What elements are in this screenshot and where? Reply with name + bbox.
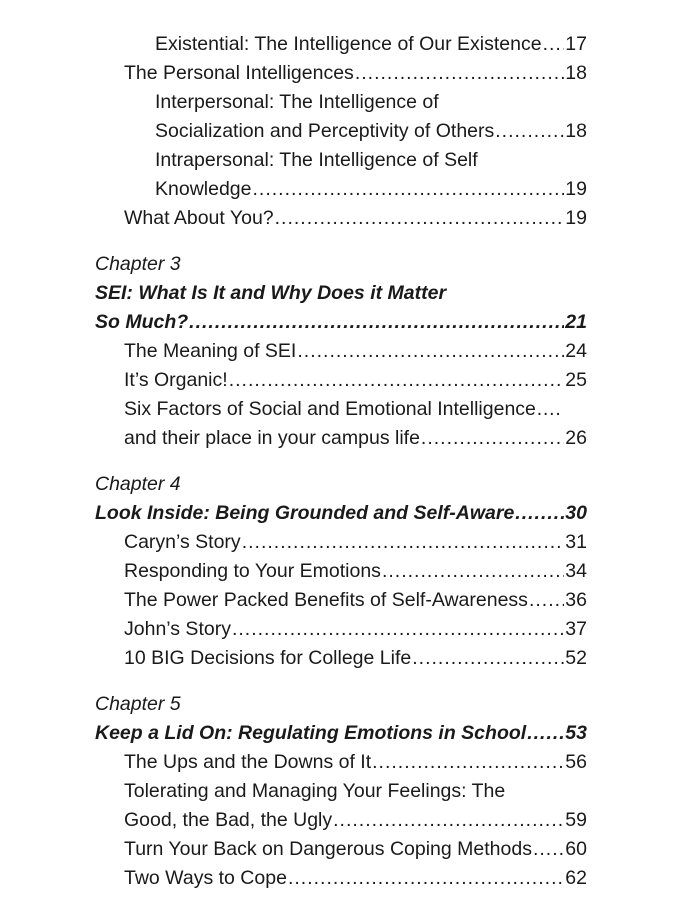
toc-entry-existential[interactable] bbox=[155, 32, 587, 56]
toc-entry-page: 34 bbox=[565, 560, 587, 582]
toc-entry-responding-to-emotions[interactable] bbox=[124, 559, 587, 583]
leader-dots bbox=[543, 32, 565, 56]
chapter-3-label: Chapter 3 bbox=[95, 253, 181, 275]
toc-entry-intrapersonal[interactable] bbox=[155, 177, 587, 201]
leader-dots bbox=[253, 177, 565, 201]
leader-dots bbox=[297, 339, 564, 363]
chapter-5-label: Chapter 5 bbox=[95, 693, 181, 715]
leader-dots bbox=[229, 368, 565, 392]
toc-entry-interpersonal-line1[interactable]: Interpersonal: The Intelligence of bbox=[155, 91, 439, 113]
chapter-4-title[interactable] bbox=[95, 501, 587, 525]
toc-entry-title: Responding to Your Emotions bbox=[124, 560, 381, 582]
toc-entry-page: 25 bbox=[565, 369, 587, 391]
toc-entry-title: Good, the Bad, the Ugly bbox=[124, 809, 333, 831]
toc-entry-page: 31 bbox=[565, 531, 587, 553]
toc-entry-page: 37 bbox=[565, 618, 587, 640]
toc-entry-page: 52 bbox=[565, 647, 587, 669]
chapter-3-title-line1[interactable]: SEI: What Is It and Why Does it Matter bbox=[95, 282, 447, 304]
leader-dots bbox=[232, 617, 564, 641]
toc-entry-title: The Meaning of SEI bbox=[124, 340, 297, 362]
leader-dots bbox=[382, 559, 564, 583]
toc-entry-tolerating-line1[interactable]: Tolerating and Managing Your Feelings: The bbox=[124, 780, 506, 802]
toc-entry-title: and their place in your campus life bbox=[124, 427, 420, 449]
toc-entry-six-factors[interactable] bbox=[124, 426, 587, 450]
toc-entry-page: 19 bbox=[565, 178, 587, 200]
toc-entry-interpersonal[interactable] bbox=[155, 119, 587, 143]
leader-dots bbox=[189, 310, 564, 334]
toc-entry-its-organic[interactable] bbox=[124, 368, 587, 392]
toc-entry-johns-story[interactable] bbox=[124, 617, 587, 641]
toc-entry-page: 18 bbox=[565, 62, 587, 84]
leader-dots bbox=[412, 646, 564, 670]
toc-entry-title: So Much? bbox=[95, 311, 189, 333]
toc-entry-page: 18 bbox=[565, 120, 587, 142]
leader-dots bbox=[527, 721, 564, 745]
toc-entry-page: 53 bbox=[565, 722, 587, 744]
toc-entry-title: 10 BIG Decisions for College Life bbox=[124, 647, 412, 669]
toc-entry-page: 36 bbox=[565, 589, 587, 611]
toc-entry-power-packed-benefits[interactable] bbox=[124, 588, 587, 612]
toc-entry-intrapersonal-line1[interactable]: Intrapersonal: The Intelligence of Self bbox=[155, 149, 478, 171]
toc-entry-title: Turn Your Back on Dangerous Coping Methods bbox=[124, 838, 532, 860]
chapter-5-title[interactable] bbox=[95, 721, 587, 745]
toc-entry-six-factors-line1[interactable]: Six Factors of Social and Emotional Intelligence…. bbox=[124, 398, 561, 420]
toc-entry-page: 19 bbox=[565, 207, 587, 229]
toc-entry-two-ways-to-cope[interactable] bbox=[124, 866, 587, 890]
toc-entry-title: John’s Story bbox=[124, 618, 231, 640]
toc-entry-big-decisions[interactable] bbox=[124, 646, 587, 670]
toc-entry-what-about-you[interactable] bbox=[124, 206, 587, 230]
toc-entry-meaning-of-sei[interactable] bbox=[124, 339, 587, 363]
toc-entry-ups-and-downs[interactable] bbox=[124, 750, 587, 774]
leader-dots bbox=[355, 61, 564, 85]
toc-entry-title: Knowledge bbox=[155, 178, 252, 200]
toc-entry-title: Look Inside: Being Grounded and Self-Aware bbox=[95, 502, 515, 524]
toc-entry-page: 17 bbox=[565, 33, 587, 55]
toc-entry-dangerous-coping[interactable] bbox=[124, 837, 587, 861]
toc-entry-title: Caryn’s Story bbox=[124, 531, 241, 553]
toc-entry-title: The Power Packed Benefits of Self-Awareness bbox=[124, 589, 528, 611]
leader-dots bbox=[333, 808, 564, 832]
leader-dots bbox=[275, 206, 565, 230]
leader-dots bbox=[515, 501, 564, 525]
toc-entry-page: 56 bbox=[565, 751, 587, 773]
toc-entry-title: The Personal Intelligences bbox=[124, 62, 354, 84]
leader-dots bbox=[533, 837, 564, 861]
toc-entry-personal-intelligences[interactable] bbox=[124, 61, 587, 85]
toc-entry-page: 62 bbox=[565, 867, 587, 889]
chapter-3-title[interactable] bbox=[95, 310, 587, 334]
toc-entry-tolerating[interactable] bbox=[124, 808, 587, 832]
toc-entry-caryns-story[interactable] bbox=[124, 530, 587, 554]
toc-entry-page: 60 bbox=[565, 838, 587, 860]
toc-entry-title: It’s Organic! bbox=[124, 369, 228, 391]
toc-entry-page: 24 bbox=[565, 340, 587, 362]
toc-entry-title: Keep a Lid On: Regulating Emotions in School bbox=[95, 722, 527, 744]
leader-dots bbox=[495, 119, 564, 143]
chapter-4-label: Chapter 4 bbox=[95, 473, 181, 495]
toc-entry-title: Existential: The Intelligence of Our Existence bbox=[155, 33, 542, 55]
toc-entry-title: Two Ways to Cope bbox=[124, 867, 287, 889]
toc-entry-title: The Ups and the Downs of It bbox=[124, 751, 372, 773]
toc-entry-page: 21 bbox=[565, 311, 587, 333]
toc-entry-title: Socialization and Perceptivity of Others bbox=[155, 120, 495, 142]
leader-dots bbox=[372, 750, 564, 774]
leader-dots bbox=[421, 426, 564, 450]
toc-entry-page: 26 bbox=[565, 427, 587, 449]
toc-entry-title: What About You? bbox=[124, 207, 274, 229]
leader-dots bbox=[288, 866, 564, 890]
toc-entry-page: 59 bbox=[565, 809, 587, 831]
leader-dots bbox=[242, 530, 565, 554]
toc-entry-page: 30 bbox=[565, 502, 587, 524]
leader-dots bbox=[529, 588, 564, 612]
